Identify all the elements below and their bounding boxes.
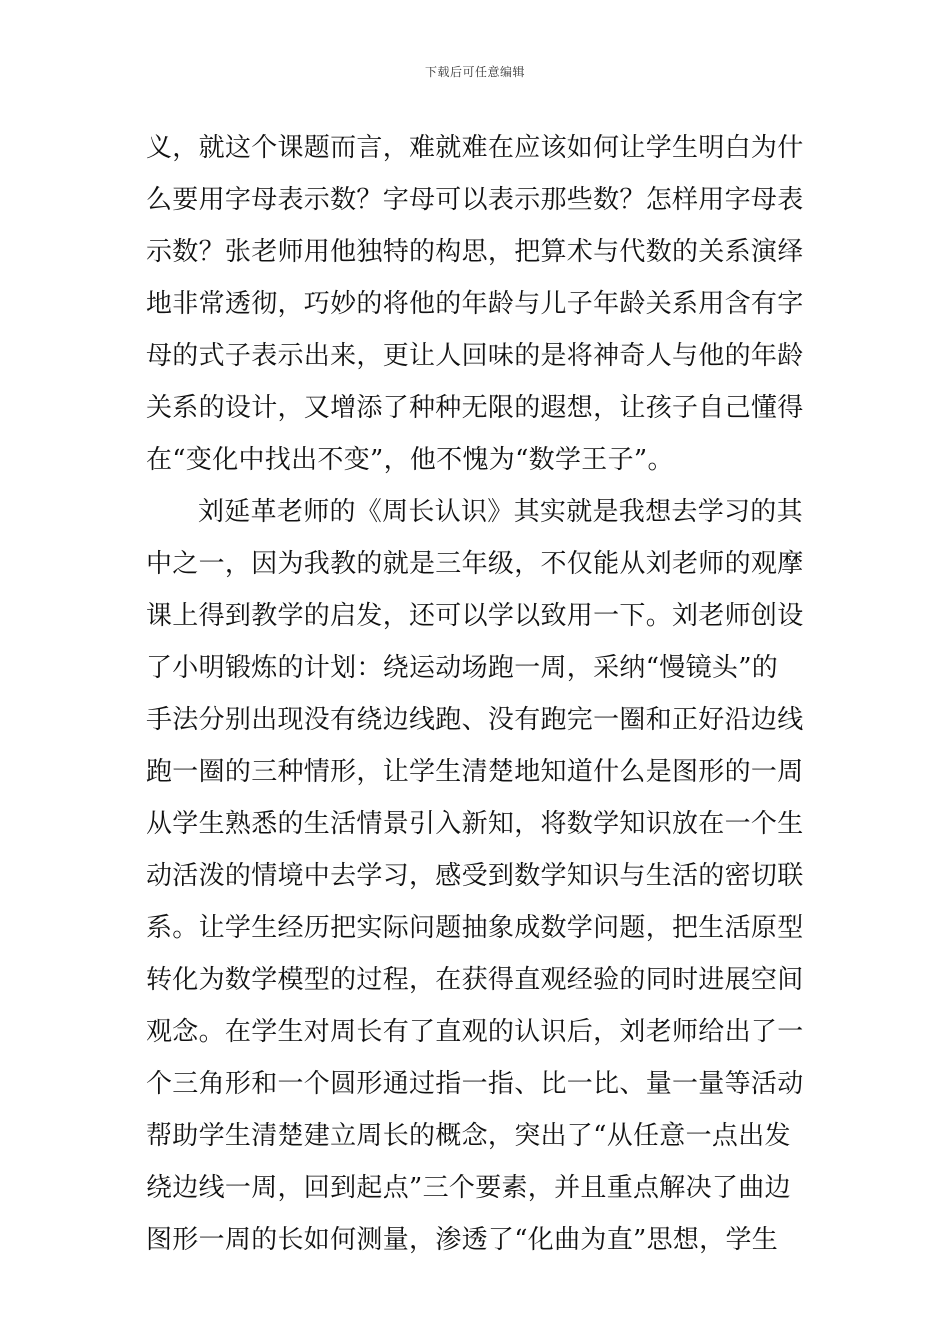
text-line: 在“变化中找出不变”，他不愧为“数学王子”。	[146, 445, 674, 475]
text-line: 跑一圈的三种情形，让学生清楚地知道什么是图形的一周	[146, 757, 804, 787]
text-line: 转化为数学模型的过程，在获得直观经验的同时进展空间	[146, 965, 804, 995]
text-line: 帮助学生清楚建立周长的概念，突出了“从任意一点出发	[146, 1121, 791, 1151]
paragraph-first-line: 刘延革老师的《周长认识》其实就是我想去学习的其	[198, 497, 803, 527]
text-line: 系。让学生经历把实际问题抽象成数学问题，把生活原型	[146, 913, 804, 943]
text-line: 手法分别出现没有绕边线跑、没有跑完一圈和正好沿边线	[146, 705, 804, 735]
document-body	[146, 128, 814, 1272]
text-line: 课上得到教学的启发，还可以学以致用一下。刘老师创设	[146, 601, 804, 631]
text-line: 地非常透彻，巧妙的将他的年龄与儿子年龄关系用含有字	[146, 289, 804, 319]
text-line: 观念。在学生对周长有了直观的认识后，刘老师给出了一	[146, 1017, 804, 1047]
text-line: 义，就这个课题而言，难就难在应该如何让学生明白为什	[146, 133, 804, 163]
text-line: 么要用字母表示数？字母可以表示那些数？怎样用字母表	[146, 185, 804, 215]
text-line: 个三角形和一个圆形通过指一指、比一比、量一量等活动	[146, 1069, 804, 1099]
text-line: 绕边线一周，回到起点”三个要素，并且重点解决了曲边	[146, 1173, 791, 1203]
text-line: 从学生熟悉的生活情景引入新知，将数学知识放在一个生	[146, 809, 804, 839]
text-line: 动活泼的情境中去学习，感受到数学知识与生活的密切联	[146, 861, 804, 891]
text-line: 了小明锻炼的计划：绕运动场跑一周，采纳“慢镜头”的	[146, 653, 779, 683]
text-line: 母的式子表示出来，更让人回味的是将神奇人与他的年龄	[146, 341, 804, 371]
page-header: 下载后可任意编辑	[424, 65, 525, 79]
text-line: 示数？张老师用他独特的构思，把算术与代数的关系演绎	[146, 237, 804, 267]
text-line: 关系的设计，又增添了种种无限的遐想，让孩子自己懂得	[146, 393, 804, 423]
text-line: 中之一，因为我教的就是三年级，不仅能从刘老师的观摩	[146, 549, 804, 579]
text-line: 图形一周的长如何测量，渗透了“化曲为直”思想，学生	[146, 1225, 779, 1255]
